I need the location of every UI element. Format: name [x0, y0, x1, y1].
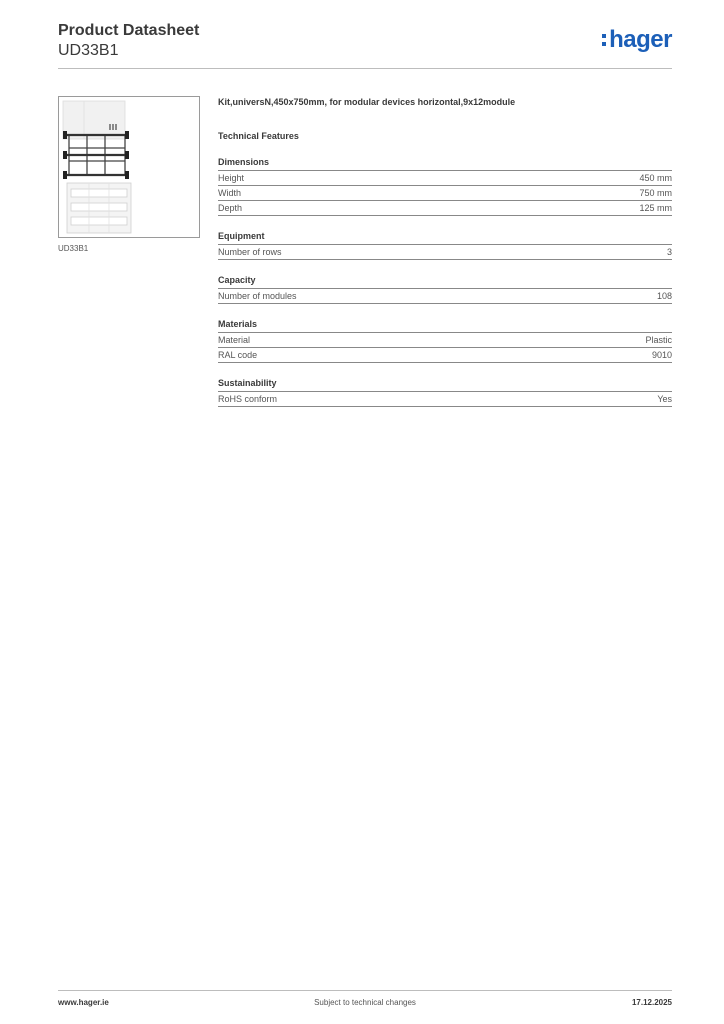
- spec-label: Depth: [218, 203, 243, 213]
- spec-label: Width: [218, 188, 242, 198]
- image-caption: UD33B1: [58, 244, 89, 253]
- website-link[interactable]: www.hager.ie: [58, 998, 109, 1007]
- logo-text: hager: [609, 26, 672, 53]
- section-title: Capacity: [218, 274, 672, 289]
- spec-value: 3: [666, 247, 672, 257]
- section-dimensions: [218, 156, 672, 216]
- spec-label: RAL code: [218, 350, 258, 360]
- section-sustainability: [218, 377, 672, 407]
- document-header: [58, 22, 199, 61]
- product-image: [58, 96, 200, 238]
- section-title: Materials: [218, 318, 672, 333]
- section-equipment: [218, 230, 672, 260]
- technical-features-title: Technical Features: [218, 131, 299, 141]
- section-title: Sustainability: [218, 377, 672, 392]
- product-illustration: [59, 97, 199, 237]
- footer-date: 17.12.2025: [631, 998, 672, 1007]
- spec-label: Height: [218, 173, 245, 183]
- section-title: Equipment: [218, 230, 672, 245]
- hager-logo: [602, 28, 672, 52]
- section-capacity: [218, 274, 672, 304]
- spec-row: [218, 171, 672, 186]
- header-divider: [58, 68, 672, 69]
- spec-row: [218, 186, 672, 201]
- spec-row: [218, 201, 672, 216]
- product-code: UD33B1: [58, 42, 119, 59]
- spec-value: Yes: [657, 394, 672, 404]
- spec-value: 108: [656, 291, 672, 301]
- spec-value: 450 mm: [639, 173, 672, 183]
- section-materials: [218, 318, 672, 363]
- section-title: Dimensions: [218, 156, 672, 171]
- spec-value: 125 mm: [639, 203, 672, 213]
- footer-notice: Subject to technical changes: [314, 998, 416, 1007]
- spec-label: Number of rows: [218, 247, 282, 257]
- spec-row: [218, 289, 672, 304]
- spec-label: Material: [218, 335, 251, 345]
- spec-value: 9010: [651, 350, 672, 360]
- spec-row: [218, 348, 672, 363]
- spec-row: [218, 392, 672, 407]
- page-footer: [58, 998, 672, 1007]
- spec-value: Plastic: [645, 335, 672, 345]
- spec-value: 750 mm: [639, 188, 672, 198]
- product-description: Kit,universN,450x750mm, for modular devices horizontal,9x12module: [218, 97, 516, 107]
- spec-row: [218, 245, 672, 260]
- page-title: Product Datasheet: [58, 22, 200, 39]
- spec-row: [218, 333, 672, 348]
- spec-label: RoHS conform: [218, 394, 278, 404]
- spec-label: Number of modules: [218, 291, 297, 301]
- product-details: [218, 96, 672, 407]
- logo-dots-icon: [602, 34, 606, 46]
- footer-divider: [58, 990, 672, 991]
